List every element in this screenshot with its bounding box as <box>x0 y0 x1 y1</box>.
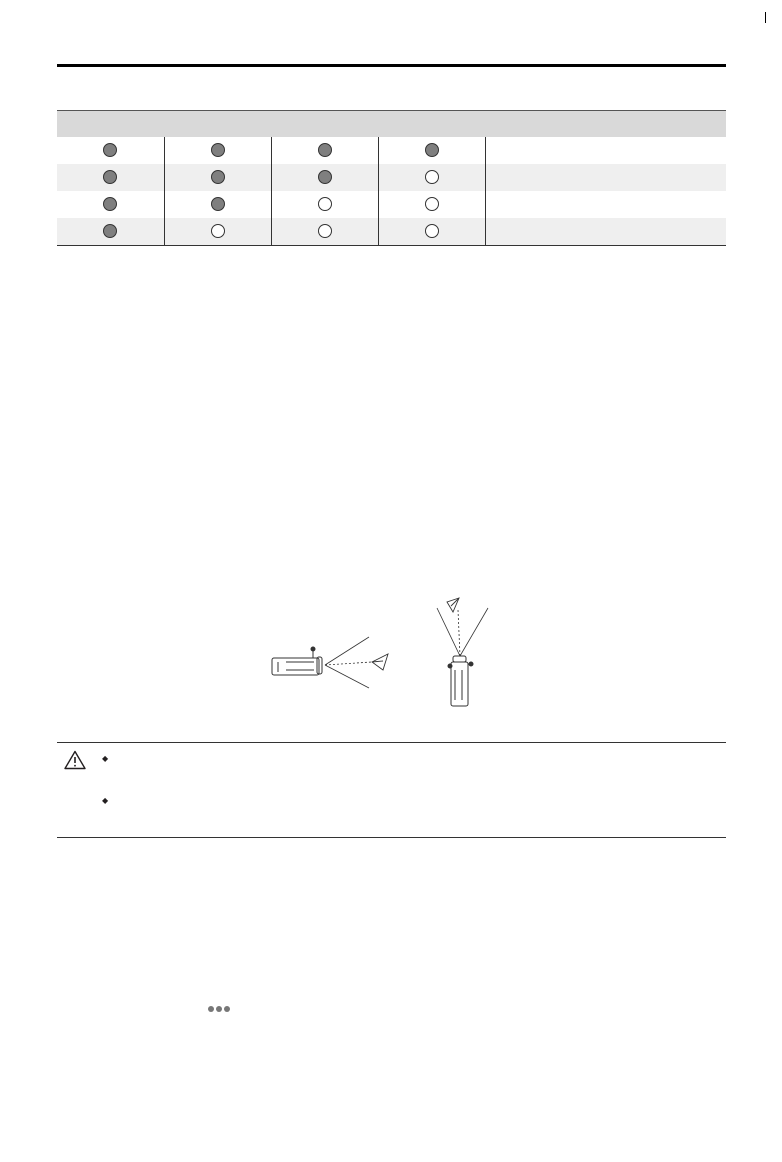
led-off-icon <box>425 224 439 238</box>
warning-bottom-rule <box>57 837 726 838</box>
crop-mark <box>765 12 766 23</box>
led-off-icon <box>211 224 225 238</box>
remote-controller-horizontal <box>272 647 322 675</box>
led-cell <box>378 218 485 246</box>
led-cell <box>378 137 485 164</box>
led-off-icon <box>318 224 332 238</box>
led-cell <box>271 137 378 164</box>
battery-level-table <box>57 110 726 246</box>
battery-level-cell <box>485 218 726 246</box>
led-on-icon <box>425 143 439 157</box>
led-off-icon <box>425 197 439 211</box>
aircraft-icon <box>372 654 388 670</box>
signal-range-vertical <box>437 608 488 656</box>
header-rule <box>57 64 726 67</box>
led-cell <box>164 164 271 191</box>
table-row <box>57 164 726 191</box>
led-on-icon <box>103 143 117 157</box>
warning-top-rule <box>57 742 726 743</box>
led-cell <box>271 164 378 191</box>
table-row <box>57 137 726 164</box>
table-body <box>57 137 726 246</box>
diamond-bullet-icon: ◆ <box>102 754 109 763</box>
led-cell <box>57 164 164 191</box>
table-row <box>57 218 726 246</box>
battery-level-cell <box>485 191 726 218</box>
aircraft-icon <box>447 598 459 612</box>
led-on-icon <box>211 143 225 157</box>
led-cell <box>57 191 164 218</box>
battery-level-cell <box>485 164 726 191</box>
signal-range-horizontal <box>325 637 372 688</box>
led-on-icon <box>103 170 117 184</box>
led-off-icon <box>318 197 332 211</box>
led-on-icon <box>103 197 117 211</box>
table-row <box>57 191 726 218</box>
battery-level-cell <box>485 137 726 164</box>
more-horizontal-icon <box>207 1005 231 1013</box>
led-on-icon <box>211 170 225 184</box>
led-off-icon <box>425 170 439 184</box>
diamond-bullet-icon: ◆ <box>102 796 109 805</box>
led-on-icon <box>103 224 117 238</box>
led-on-icon <box>318 170 332 184</box>
led-cell <box>164 191 271 218</box>
table-header-row <box>57 111 726 138</box>
led-cell <box>164 137 271 164</box>
remote-controller-vertical <box>448 656 473 706</box>
antenna-position-diagram <box>262 590 502 715</box>
led-cell <box>378 164 485 191</box>
warning-triangle-icon <box>64 750 86 770</box>
led-on-icon <box>318 143 332 157</box>
led-cell <box>271 218 378 246</box>
led-cell <box>164 218 271 246</box>
led-cell <box>271 191 378 218</box>
led-cell <box>57 218 164 246</box>
led-on-icon <box>211 197 225 211</box>
led-cell <box>378 191 485 218</box>
led-cell <box>57 137 164 164</box>
